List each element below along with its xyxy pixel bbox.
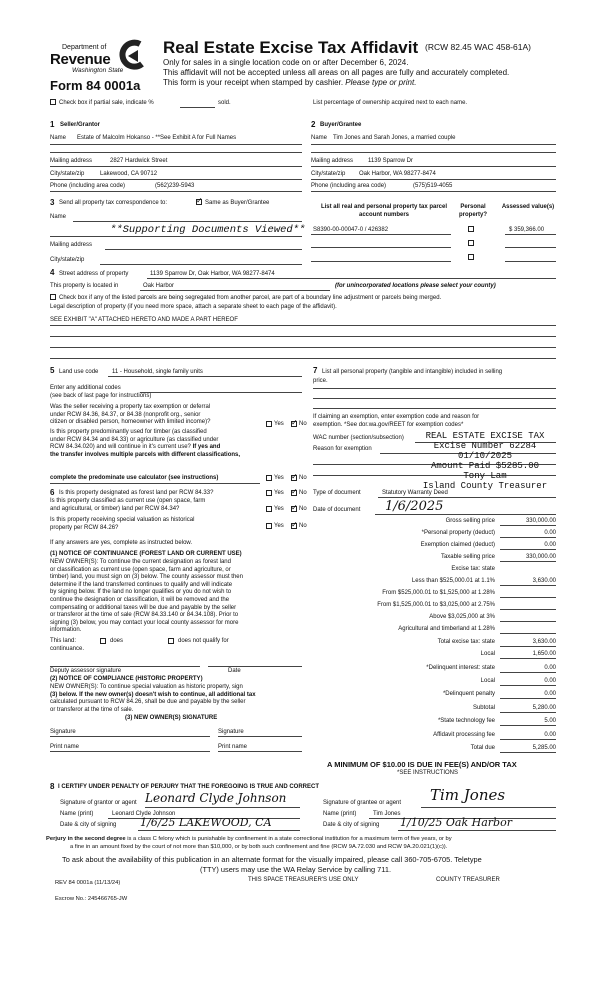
tax-row-label: Agricultural and timberland at 1.28% — [398, 626, 495, 632]
claim-exemption-line1: If claiming an exemption, enter exemption code and reason for — [313, 414, 480, 420]
segregated-checkbox[interactable] — [50, 294, 56, 300]
does-qualify-label: does — [110, 638, 124, 644]
new-owner-signature-label-1: Signature — [50, 729, 76, 735]
same-as-buyer-check-icon: ✓ — [196, 196, 203, 205]
grantee-print-name[interactable]: Tim Jones — [373, 811, 401, 817]
tax-row-label: Above $3,025,000 at 3% — [429, 614, 495, 620]
ownership-note: List percentage of ownership acquired next to each name. — [313, 100, 468, 106]
form-number: Form 84 0001a — [50, 78, 141, 93]
certify-statement: I CERTIFY UNDER PENALTY OF PERJURY THAT THE FOREGOING IS TRUE AND CORRECT — [58, 784, 320, 790]
see-instructions-note: *SEE INSTRUCTIONS — [397, 770, 459, 776]
tax-row-label: Total due — [470, 745, 495, 751]
timber-question: Is this property predominantly used for timber (as classified under RCW 84.34 and 84.33) or agriculture (as classified under RCW 84.34.020) and will continue in it's current use? If yes and the transfer involves multiple parcels with different classifications, — [50, 429, 241, 458]
seller-mailing-field[interactable]: 2827 Hardwick Street — [110, 158, 168, 164]
revenue-logo-icon — [118, 38, 148, 72]
this-land-label: This land: — [50, 638, 77, 644]
land-use-field[interactable]: 11 - Household, single family units — [112, 369, 203, 375]
grantee-signature[interactable]: Tim Jones — [430, 786, 506, 804]
grantee-print-label: Name (print) — [323, 811, 357, 817]
correspondence-name-label: Name — [50, 214, 67, 220]
forest-question: Is this property designated as forest land per RCW 84.33? — [59, 490, 214, 496]
same-as-buyer-label: Same as Buyer/Grantee — [205, 200, 270, 206]
sold-label: sold. — [218, 100, 231, 106]
seller-name-field[interactable]: Estate of Malcolm Hokanso - **See Exhibit A for Full Names — [77, 135, 237, 141]
buyer-city-label: City/state/zip — [311, 171, 346, 177]
exemption-reason-label: Reason for exemption — [313, 446, 372, 452]
timber-yes-checkbox[interactable] — [266, 475, 272, 481]
segregated-label: Check box if any of the listed parcels are being segregated from another parcel, are part of a boundary line adjustment or parcels being merged. — [59, 295, 442, 301]
historic-yes-label: Yes — [274, 523, 284, 529]
document-type-field[interactable]: Statutory Warranty Deed — [382, 490, 448, 496]
predominate-use-label: complete the predominate use calculator (see instructions) — [50, 475, 219, 481]
personal-property-checkbox-3[interactable] — [468, 254, 474, 260]
personal-property-label-cont: price. — [313, 378, 328, 384]
does-not-qualify-label: does not qualify for — [178, 638, 229, 644]
unincorporated-note: (for unincorporated locations please select your county) — [335, 283, 496, 289]
timber-no-check-icon: ✓ — [291, 472, 298, 481]
street-address-field[interactable]: 1139 Sparrow Dr, Oak Harbor, WA 98277-8474 — [150, 271, 275, 277]
assessed-value-header: Assessed value(s) — [501, 204, 555, 210]
header-note-2: This affidavit will not be accepted unless all areas on all pages are fully and accurately completed. — [163, 68, 510, 77]
revision-label: REV 84 0001a (11/13/24) — [55, 880, 121, 886]
exemption-question: Was the seller receiving a property tax exemption or deferral under RCW 84.36, 84.37, or 84.38 (nonprofit org., senior citizen or disabled person, homeowner with limited income)? — [50, 404, 211, 426]
does-not-qualify-checkbox[interactable] — [168, 638, 174, 644]
exemption-no-label: No — [299, 421, 307, 427]
tax-row-value[interactable]: 3,630.00 — [532, 578, 556, 584]
tax-row-value[interactable]: 0.00 — [544, 530, 556, 536]
tax-row-label: Affidavit processing fee — [433, 732, 495, 738]
tax-row-label: Local — [480, 651, 495, 657]
partial-sale-checkbox[interactable] — [50, 99, 56, 105]
county-treasurer-label: COUNTY TREASURER — [436, 877, 500, 883]
dept-line3: Washington State — [72, 67, 124, 74]
see-back-note: (see back of last page for instructions) — [50, 393, 152, 399]
seller-mailing-label: Mailing address — [50, 158, 93, 164]
header-note-3: This form is your receipt when stamped by cashier. Please type or print. — [163, 78, 417, 87]
document-date-field[interactable]: 1/6/2025 — [385, 499, 444, 514]
notice-compliance-body: NEW OWNER(S): To continue special valuation as historic property, sign (3) below. If the new owner(s) doesn't wish to continue, all additional tax calculated pursuant to RCW 84.26, shall be due and payable by the seller or transferor at the time of sale. — [50, 684, 256, 713]
legal-description-field[interactable]: SEE EXHIBIT "A" ATTACHED HERETO AND MADE A PART HEREOF — [50, 317, 238, 323]
forest-yes-checkbox[interactable] — [266, 490, 272, 496]
tax-row-label: *Delinquent interest: state — [426, 665, 495, 671]
tax-row-label: From $1,525,000.01 to $3,025,000 at 2.75% — [377, 602, 495, 608]
new-owner-print-label-1: Print name — [50, 744, 80, 750]
does-qualify-checkbox[interactable] — [100, 638, 106, 644]
current-use-question: Is this property classified as current use (open space, farm and agricultural, or timber) land per RCW 84.34? — [50, 498, 206, 512]
personal-property-checkbox-1[interactable] — [468, 226, 474, 232]
personal-property-header: Personal property? — [458, 204, 487, 218]
historic-no-check-icon: ✓ — [291, 520, 298, 529]
located-in-label: This property is located in — [50, 283, 119, 289]
tax-row-label: Total excise tax: state — [437, 639, 495, 645]
tax-row-value[interactable]: 0.00 — [544, 691, 556, 697]
current-use-no-label: No — [299, 506, 307, 512]
document-date-label: Date of document — [313, 507, 361, 513]
personal-property-checkbox-2[interactable] — [468, 240, 474, 246]
new-owner-print-label-2: Print name — [218, 744, 248, 750]
deputy-date-label: Date — [228, 668, 241, 674]
grantee-date-city[interactable]: 1/10/25 Oak Harbor — [400, 816, 512, 829]
assessed-value-field[interactable]: $ 359,366.00 — [509, 227, 545, 233]
tax-row-label: From $525,000.01 to $1,525,000 at 1.28% — [382, 590, 495, 596]
tax-row-label: Excise tax: state — [451, 566, 495, 572]
buyer-heading: Buyer/Grantee — [320, 122, 362, 128]
forest-no-label: No — [299, 490, 307, 496]
buyer-name-label: Name — [311, 135, 328, 141]
section3-number: 3 — [50, 198, 55, 207]
tax-row-value[interactable]: 1,650.00 — [532, 651, 556, 657]
tax-row-label: Gross selling price — [445, 518, 495, 524]
treasurer-paid-stamp: REAL ESTATE EXCISE TAX Excise Number 62284 01/10/2025 Amount Paid $5285.00 Tony Lam Island County Treasurer — [422, 431, 548, 491]
minimum-due-note: A MINIMUM OF $10.00 IS DUE IN FEE(S) AND/OR TAX — [327, 760, 517, 769]
tax-row-value[interactable]: 5.00 — [544, 718, 556, 724]
tax-row-value[interactable]: 5,280.00 — [532, 705, 556, 711]
tax-row-label: Taxable selling price — [440, 554, 495, 560]
new-owner-signature-label-2: Signature — [218, 729, 244, 735]
section2-number: 2 — [311, 120, 316, 129]
wac-number-label: WAC number (section/subsection) — [313, 435, 404, 441]
buyer-city-field[interactable]: Oak Harbor, WA 98277-8474 — [359, 171, 436, 177]
grantor-date-city[interactable]: 1/6/25 LAKEWOOD, CA — [140, 816, 272, 829]
correspondence-city-label: City/state/zip — [50, 257, 85, 263]
buyer-phone-field[interactable]: (575)519-4055 — [413, 183, 453, 189]
tax-row-label: Local — [480, 678, 495, 684]
tax-row-value[interactable]: 0.00 — [544, 542, 556, 548]
timber-yes-label: Yes — [274, 475, 284, 481]
seller-heading: Seller/Grantor — [60, 122, 101, 128]
new-owner-signature-title: (3) NEW OWNER(S) SIGNATURE — [125, 715, 218, 721]
seller-city-label: City/state/zip — [50, 171, 85, 177]
deputy-signature-label: Deputy assessor signature — [50, 668, 122, 674]
parcel-header: List all real and personal property tax parcel account numbers — [320, 204, 448, 218]
dept-line1: Department of — [62, 44, 107, 51]
legal-description-label: Legal description of property (if you need more space, attach a separate sheet to each page of the affidavit). — [50, 304, 337, 310]
land-use-label: Land use code — [59, 369, 99, 375]
historic-no-label: No — [299, 523, 307, 529]
tax-row-label: Subtotal — [472, 705, 495, 711]
perjury-line1: Perjury in the second degree is a class C felony which is punishable by confinement in a state correctional institution for a maximum term of five years, or by — [46, 836, 452, 842]
alt-format-line2: (TTY) users may use the WA Relay Service by calling 711. — [200, 865, 391, 874]
tax-row-label: *Delinquent penalty — [442, 691, 495, 697]
buyer-mailing-field[interactable]: 1139 Sparrow Dr — [368, 158, 413, 164]
tax-row-value[interactable]: 0.00 — [544, 732, 556, 738]
alt-format-line1: To ask about the availability of this publication in an alternate format for the visually impaired, please call 360-705-6705. Teletype — [62, 855, 482, 864]
tax-row-value[interactable]: 5,285.00 — [532, 745, 556, 751]
historic-question: Is this property receiving special valuation as historical property per RCW 84.26? — [50, 517, 195, 531]
current-use-no-check-icon: ✓ — [291, 503, 298, 512]
perjury-line2: a fine in an amount fixed by the court of not more than $10,000, or by both such confinement and fine (RCW 9A.72.030 and RCW 9A.20.021(1)(c)). — [70, 844, 448, 850]
notice-continuance-title: (1) NOTICE OF CONTINUANCE (FOREST LAND OR CURRENT USE) — [50, 551, 242, 557]
buyer-name-field[interactable]: Tim Jones and Sarah Jones, a married couple — [333, 135, 456, 141]
seller-name-label: Name — [50, 135, 67, 141]
section1-number: 1 — [50, 120, 55, 129]
tax-row-label: *Personal property (deduct) — [421, 530, 495, 536]
tax-row-value[interactable]: 330,000.00 — [525, 554, 556, 560]
additional-codes-label: Enter any additional codes — [50, 385, 121, 391]
treasurer-use-label: THIS SPACE TREASURER'S USE ONLY — [248, 877, 359, 883]
grantor-signature-label: Signature of grantor or agent — [60, 800, 137, 806]
section5-number: 5 — [50, 366, 55, 375]
correspondence-label: Send all property tax correspondence to: — [59, 200, 168, 206]
section6-number: 6 — [50, 488, 55, 497]
current-use-yes-label: Yes — [274, 506, 284, 512]
exemption-yes-label: Yes — [274, 421, 284, 427]
seller-city-field[interactable]: Lakewood, CA 90712 — [100, 171, 158, 177]
exemption-yes-checkbox[interactable] — [266, 421, 272, 427]
current-use-yes-checkbox[interactable] — [266, 506, 272, 512]
timber-no-label: No — [299, 475, 307, 481]
notice-compliance-title: (2) NOTICE OF COMPLIANCE (HISTORIC PROPERTY) — [50, 676, 203, 682]
grantee-date-label: Date & city of signing — [323, 822, 380, 828]
grantee-signature-label: Signature of grantee or agent — [323, 800, 402, 806]
header-note-1: Only for sales in a single location code on or after December 6, 2024. — [163, 58, 409, 67]
located-in-field[interactable]: Oak Harbor — [143, 283, 175, 289]
forest-yes-label: Yes — [274, 490, 284, 496]
claim-exemption-line2: exemption. *See dor.wa.gov/REET for exemption codes* — [313, 422, 464, 428]
dept-line2: Revenue — [50, 51, 111, 68]
rcw-reference: (RCW 82.45 WAC 458-61A) — [425, 42, 531, 52]
buyer-phone-label: Phone (including area code) — [311, 183, 387, 189]
grantor-signature[interactable]: Leonard Clyde Johnson — [145, 791, 287, 805]
tax-row-label: Exemption claimed (deduct) — [420, 542, 495, 548]
seller-phone-label: Phone (including area code) — [50, 183, 126, 189]
parcel-number-field[interactable]: S8390-00-00047-0 / 426382 — [313, 227, 389, 233]
tax-row-label: *State technology fee — [437, 718, 495, 724]
buyer-mailing-label: Mailing address — [311, 158, 354, 164]
tax-row-value[interactable]: 3,630.00 — [532, 639, 556, 645]
section8-number: 8 — [50, 782, 55, 791]
tax-row-label: Less than $525,000.01 at 1.1% — [411, 578, 495, 584]
escrow-number: Escrow No.: 245466765-JW — [55, 896, 128, 902]
notice-continuance-body: NEW OWNER(S): To continue the current designation as forest land or classification as current use (open space, farm and agriculture, or timber) land, you must sign on (3) below. The county assessor must then determine if the land transferred continues to qualify and will indicate by signing below. If the land no longer qualifies or you do not wish to continue the designation or classification, it will be removed and the compensating or additional taxes will be due and payable by the seller or transferor at the time of sale (RCW 84.33.140 or 84.34.108). Prior to signing (3) below, you may contact your local county assessor for more information. — [50, 559, 243, 634]
section4-number: 4 — [50, 268, 55, 277]
seller-phone-field[interactable]: (562)239-5943 — [155, 183, 195, 189]
partial-sale-label: Check box if partial sale, indicate % — [59, 100, 154, 106]
tax-row-value[interactable]: 0.00 — [544, 678, 556, 684]
historic-yes-checkbox[interactable] — [266, 523, 272, 529]
exemption-no-check-icon: ✓ — [291, 418, 298, 427]
supporting-documents-stamp: **Supporting Documents Viewed** — [110, 224, 306, 236]
forest-no-check-icon: ✓ — [291, 487, 298, 496]
tax-row-value[interactable]: 330,000.00 — [525, 518, 556, 524]
section7-number: 7 — [313, 366, 318, 375]
grantor-date-label: Date & city of signing — [60, 822, 117, 828]
form-title: Real Estate Excise Tax Affidavit — [163, 38, 419, 57]
personal-property-label: List all personal property (tangible and intangible) included in selling — [322, 369, 503, 375]
tax-row-value[interactable]: 0.00 — [544, 665, 556, 671]
grantor-print-label: Name (print) — [60, 811, 94, 817]
correspondence-mailing-label: Mailing address — [50, 242, 93, 248]
continuance-label: continuance. — [50, 646, 85, 652]
document-type-label: Type of document — [313, 490, 361, 496]
street-address-label: Street address of property — [59, 271, 129, 277]
any-yes-note: If any answers are yes, complete as instructed below. — [50, 540, 193, 546]
grantor-print-name[interactable]: Leonard Clyde Johnson — [112, 811, 176, 817]
